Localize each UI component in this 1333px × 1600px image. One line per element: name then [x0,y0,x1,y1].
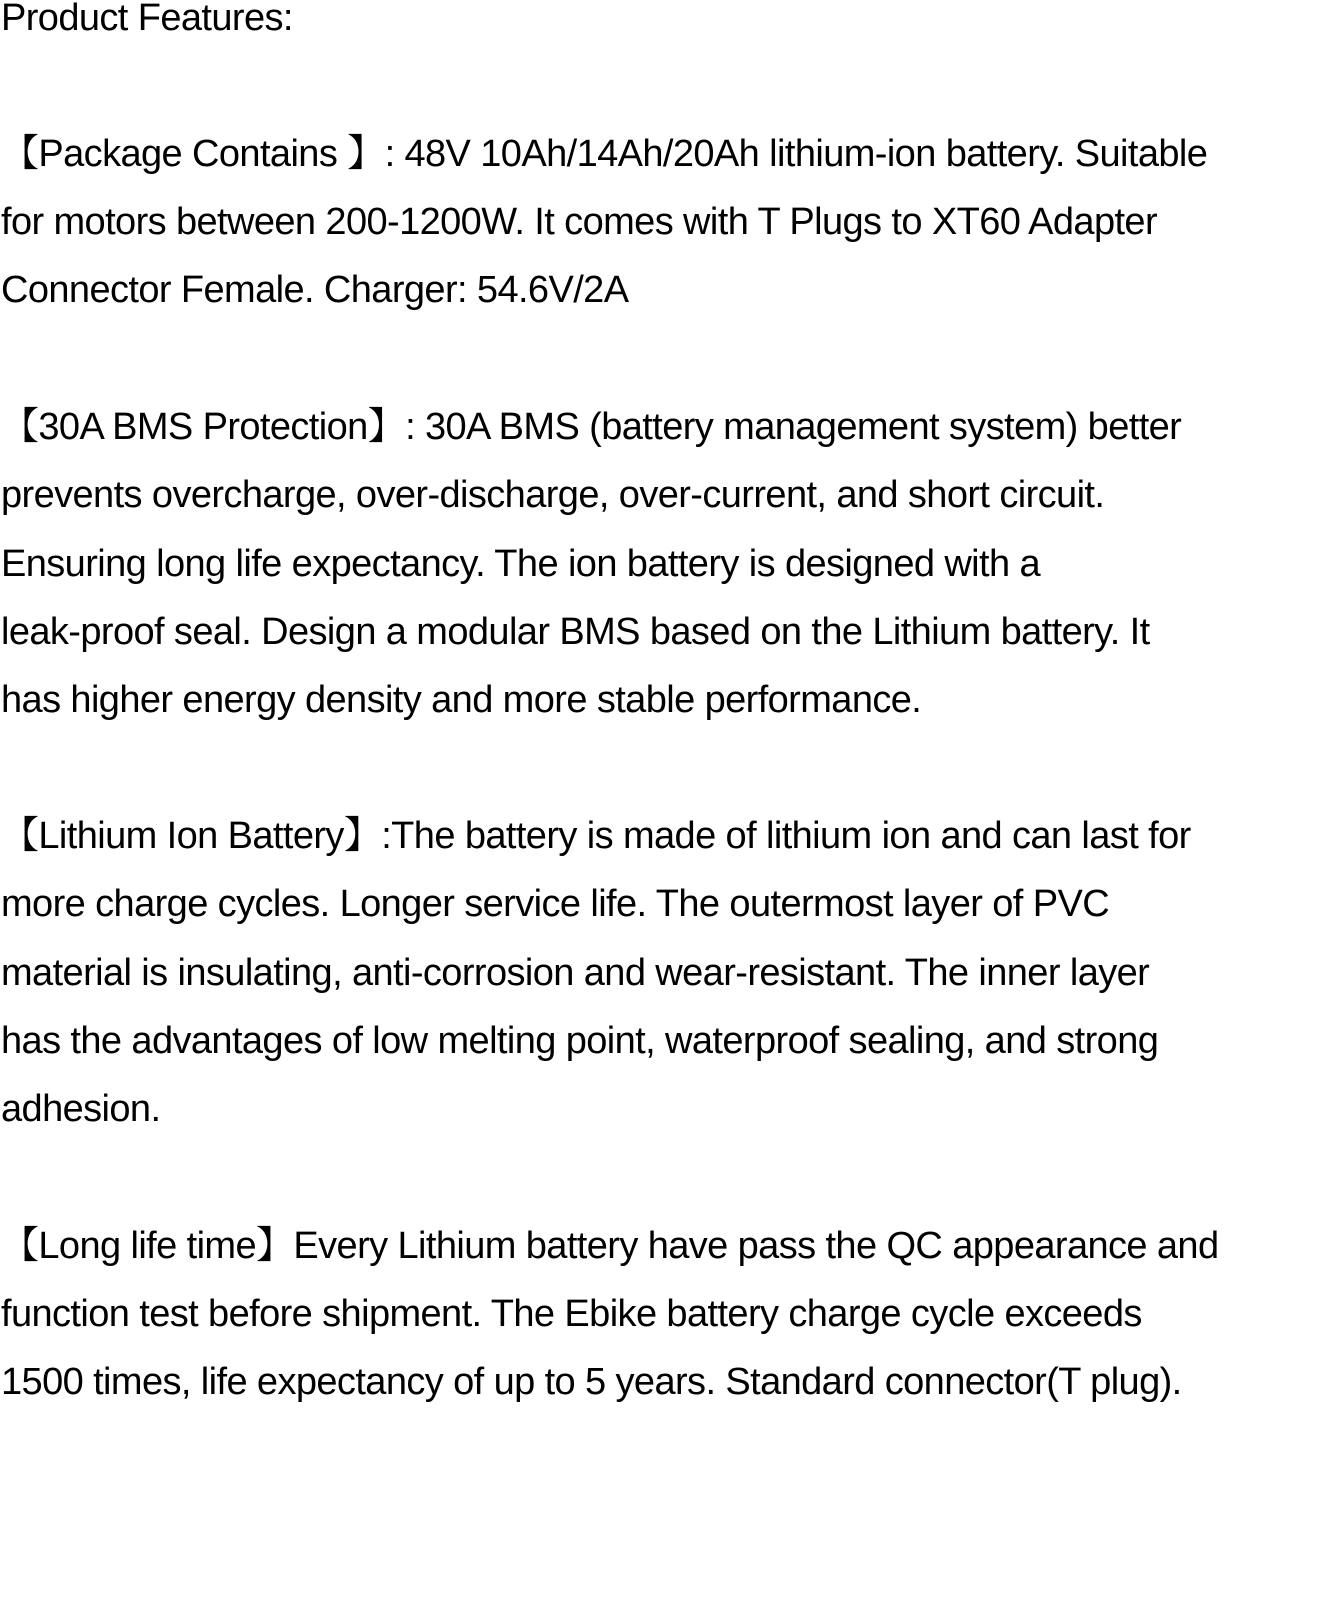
long-life-line-2: function test before shipment. The Ebike battery charge cycle exceeds [1,1293,1142,1335]
package-contains-line-1: 【Package Contains 】: 48V 10Ah/14Ah/20Ah lithium-ion battery. Suitable [1,133,1208,175]
bms-protection-line-4: leak-proof seal. Design a modular BMS based on the Lithium battery. It [1,611,1150,653]
lithium-ion-line-5: adhesion. [1,1088,161,1130]
long-life-line-1: 【Long life time】Every Lithium battery have pass the QC appearance and [1,1225,1219,1267]
package-contains-line-2: for motors between 200-1200W. It comes with T Plugs to XT60 Adapter [1,201,1158,243]
lithium-ion-line-4: has the advantages of low melting point, waterproof sealing, and strong [1,1020,1159,1062]
lithium-ion-line-1: 【Lithium Ion Battery】:The battery is made of lithium ion and can last for [1,815,1191,857]
lithium-ion-line-3: material is insulating, anti-corrosion and wear-resistant. The inner layer [1,952,1150,994]
bms-protection-line-2: prevents overcharge, over-discharge, over-current, and short circuit. [1,474,1105,516]
document-heading: Product Features: [1,0,293,39]
bms-protection-line-5: has higher energy density and more stable performance. [1,679,922,721]
bms-protection-line-1: 【30A BMS Protection】: 30A BMS (battery management system) better [1,406,1182,448]
package-contains-line-3: Connector Female. Charger: 54.6V/2A [1,269,629,311]
long-life-line-3: 1500 times, life expectancy of up to 5 years. Standard connector(T plug). [1,1361,1182,1403]
lithium-ion-line-2: more charge cycles. Longer service life. The outermost layer of PVC [1,883,1110,925]
bms-protection-line-3: Ensuring long life expectancy. The ion battery is designed with a [1,543,1041,585]
